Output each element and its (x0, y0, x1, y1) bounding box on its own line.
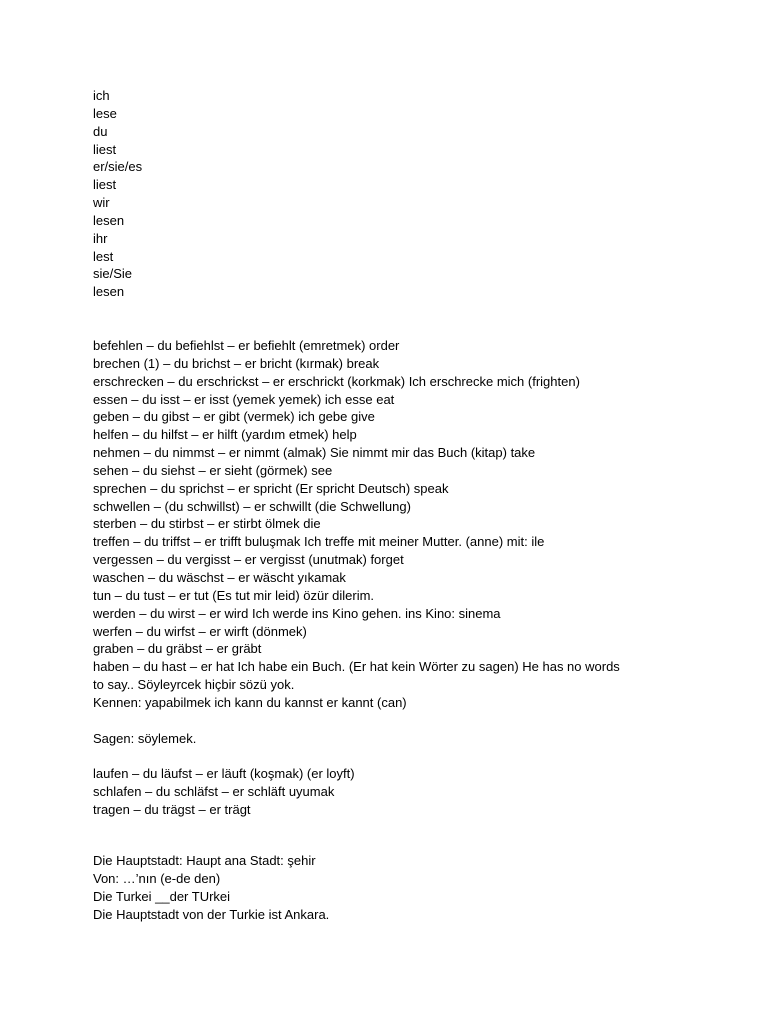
pronoun-line: er/sie/es (93, 159, 143, 175)
vocabulary-notes (93, 852, 753, 923)
note-line: Die Hauptstadt von der Turkie ist Ankara. (93, 906, 330, 922)
pronoun-line: liest (93, 141, 117, 157)
note-line: Von: …’nın (e-de den) (93, 870, 221, 886)
verb-line: sehen – du siehst – er sieht (görmek) see (93, 462, 333, 478)
verb-line: erschrecken – du erschrickst – er erschrickt (korkmak) Ich erschrecke mich (frighten) (93, 373, 580, 389)
pronoun-line: liest (93, 177, 117, 193)
verb-line: sterben – du stirbst – er stirbt ölmek die (93, 516, 321, 532)
pronoun-line: ich (93, 88, 110, 103)
verb-line: vergessen – du vergisst – er vergisst (unutmak) forget (93, 552, 404, 568)
verb-line: werden – du wirst – er wird Ich werde ins Kino gehen. ins Kino: sinema (93, 605, 501, 621)
verb-line: haben – du hast – er hat Ich habe ein Buch. (Er hat kein Wörter zu sagen) He has no words (93, 659, 620, 675)
verb-line: treffen – du triffst – er trifft buluşmak Ich treffe mit meiner Mutter. (anne) mit: ile (93, 534, 545, 550)
verb-line: graben – du gräbst – er gräbt (93, 641, 262, 657)
pronoun-line: sie/Sie (93, 266, 133, 282)
verb-line: befehlen – du befiehlst – er befiehlt (emretmek) order (93, 338, 400, 353)
note-line: Die Hauptstadt: Haupt ana Stadt: şehir (93, 853, 316, 868)
pronoun-line: lesen (93, 284, 125, 300)
pronoun-line: wir (93, 195, 110, 211)
pronoun-line: lest (93, 248, 114, 264)
verb-line: Sagen: söylemek. (93, 730, 197, 746)
verb-line: essen – du isst – er isst (yemek yemek) ich esse eat (93, 391, 395, 407)
verb-line: helfen – du hilfst – er hilft (yardım etmek) help (93, 427, 357, 443)
verb-conjugation-list (93, 337, 753, 819)
verb-line: to say.. Söyleyrcek hiçbir sözü yok. (93, 677, 295, 693)
verb-line (93, 747, 753, 765)
verb-line: geben – du gibst – er gibt (vermek) ich gebe give (93, 409, 375, 425)
verb-line (93, 712, 753, 730)
verb-line: laufen – du läufst – er läuft (koşmak) (er loyft) (93, 766, 355, 782)
verb-line: schlafen – du schläfst – er schläft uyumak (93, 784, 335, 800)
pronoun-line: lesen (93, 212, 125, 228)
verb-line: waschen – du wäschst – er wäscht yıkamak (93, 569, 346, 585)
verb-line: brechen (1) – du brichst – er bricht (kırmak) break (93, 355, 380, 371)
verb-line: schwellen – (du schwillst) – er schwillt (die Schwellung) (93, 498, 411, 514)
verb-line: Kennen: yapabilmek ich kann du kannst er kannt (can) (93, 694, 407, 710)
pronoun-line: lese (93, 105, 117, 121)
verb-line: tragen – du trägst – er trägt (93, 801, 251, 817)
pronoun-conjugation-list (93, 87, 753, 301)
pronoun-line: du (93, 123, 108, 139)
verb-line: werfen – du wirfst – er wirft (dönmek) (93, 623, 307, 639)
pronoun-line: ihr (93, 230, 108, 246)
verb-line: nehmen – du nimmst – er nimmt (almak) Sie nimmt mir das Buch (kitap) take (93, 445, 536, 461)
verb-line: tun – du tust – er tut (Es tut mir leid) özür dilerim. (93, 587, 375, 603)
verb-line: sprechen – du sprichst – er spricht (Er spricht Deutsch) speak (93, 480, 449, 496)
note-line: Die Turkei __der TUrkei (93, 888, 231, 904)
